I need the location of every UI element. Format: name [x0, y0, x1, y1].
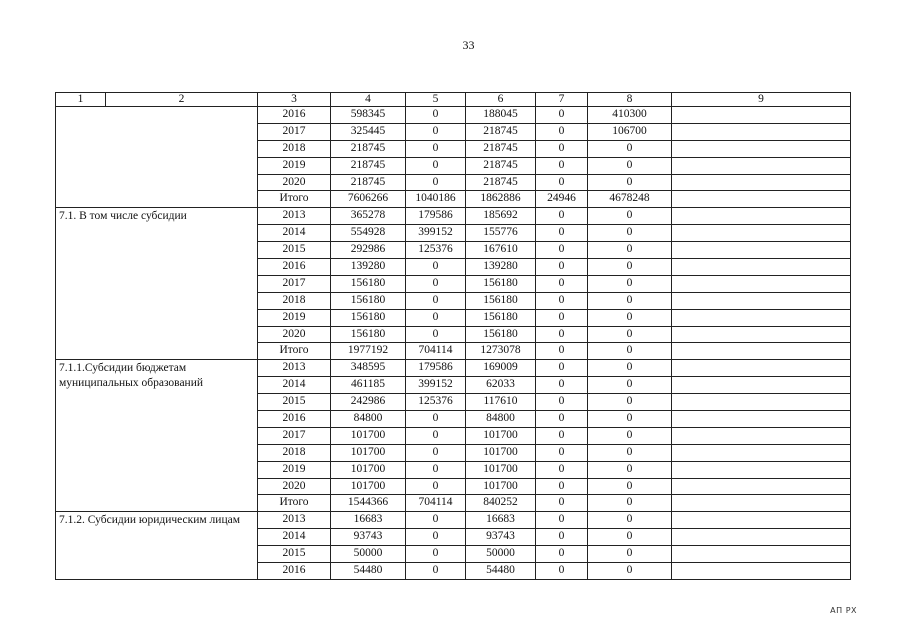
value-cell-c7: 0 — [536, 225, 588, 242]
value-cell-c4: 1977192 — [331, 343, 406, 360]
year-cell: 2013 — [258, 360, 331, 377]
header-col-5: 5 — [406, 93, 466, 107]
value-cell-c4: 101700 — [331, 427, 406, 444]
value-cell-c7: 0 — [536, 411, 588, 428]
year-cell: 2015 — [258, 394, 331, 411]
value-cell-c8: 0 — [588, 140, 672, 157]
value-cell-c8: 0 — [588, 208, 672, 225]
value-cell-c8: 106700 — [588, 123, 672, 140]
value-cell-c8: 0 — [588, 242, 672, 259]
value-cell-c7: 0 — [536, 394, 588, 411]
value-cell-c7: 0 — [536, 107, 588, 124]
year-cell: 2014 — [258, 529, 331, 546]
value-cell-c6: 101700 — [466, 444, 536, 461]
value-cell-c4: 156180 — [331, 292, 406, 309]
value-cell-c5: 399152 — [406, 225, 466, 242]
value-cell-c7: 0 — [536, 546, 588, 563]
value-cell-c6: 101700 — [466, 427, 536, 444]
value-cell-c9 — [672, 174, 851, 191]
value-cell-c4: 93743 — [331, 529, 406, 546]
value-cell-c9 — [672, 512, 851, 529]
value-cell-c7: 0 — [536, 563, 588, 580]
year-cell: 2019 — [258, 461, 331, 478]
value-cell-c6: 101700 — [466, 461, 536, 478]
value-cell-c6: 139280 — [466, 259, 536, 276]
value-cell-c6: 167610 — [466, 242, 536, 259]
value-cell-c5: 125376 — [406, 242, 466, 259]
value-cell-c6: 218745 — [466, 140, 536, 157]
value-cell-c8: 0 — [588, 411, 672, 428]
value-cell-c7: 24946 — [536, 191, 588, 208]
value-cell-c4: 101700 — [331, 478, 406, 495]
value-cell-c9 — [672, 444, 851, 461]
header-col-3: 3 — [258, 93, 331, 107]
value-cell-c9 — [672, 309, 851, 326]
value-cell-c8: 0 — [588, 495, 672, 512]
value-cell-c4: 1544366 — [331, 495, 406, 512]
value-cell-c5: 0 — [406, 461, 466, 478]
value-cell-c9 — [672, 461, 851, 478]
value-cell-c8: 0 — [588, 529, 672, 546]
value-cell-c4: 156180 — [331, 309, 406, 326]
value-cell-c9 — [672, 360, 851, 377]
year-cell: 2016 — [258, 563, 331, 580]
value-cell-c7: 0 — [536, 377, 588, 394]
year-cell: Итого — [258, 191, 331, 208]
year-cell: 2016 — [258, 107, 331, 124]
value-cell-c8: 0 — [588, 512, 672, 529]
value-cell-c6: 188045 — [466, 107, 536, 124]
value-cell-c4: 101700 — [331, 444, 406, 461]
value-cell-c4: 365278 — [331, 208, 406, 225]
value-cell-c7: 0 — [536, 529, 588, 546]
section-name-cell: 7.1. В том числе субсидии — [56, 208, 258, 360]
value-cell-c5: 0 — [406, 107, 466, 124]
value-cell-c5: 0 — [406, 512, 466, 529]
value-cell-c7: 0 — [536, 478, 588, 495]
value-cell-c8: 0 — [588, 461, 672, 478]
footer-stamp: АП РХ — [830, 606, 857, 615]
value-cell-c8: 0 — [588, 444, 672, 461]
page-number: 33 — [462, 38, 475, 52]
value-cell-c6: 218745 — [466, 174, 536, 191]
value-cell-c7: 0 — [536, 140, 588, 157]
header-row — [56, 93, 851, 107]
value-cell-c6: 117610 — [466, 394, 536, 411]
value-cell-c9 — [672, 394, 851, 411]
value-cell-c6: 155776 — [466, 225, 536, 242]
value-cell-c4: 16683 — [331, 512, 406, 529]
value-cell-c4: 554928 — [331, 225, 406, 242]
value-cell-c8: 410300 — [588, 107, 672, 124]
value-cell-c9 — [672, 478, 851, 495]
value-cell-c5: 0 — [406, 478, 466, 495]
year-cell: 2016 — [258, 411, 331, 428]
value-cell-c5: 0 — [406, 546, 466, 563]
value-cell-c4: 54480 — [331, 563, 406, 580]
value-cell-c6: 840252 — [466, 495, 536, 512]
value-cell-c9 — [672, 563, 851, 580]
value-cell-c6: 1273078 — [466, 343, 536, 360]
value-cell-c8: 0 — [588, 546, 672, 563]
value-cell-c5: 0 — [406, 123, 466, 140]
value-cell-c6: 156180 — [466, 292, 536, 309]
value-cell-c6: 156180 — [466, 275, 536, 292]
section-name-cell: 7.1.2. Субсидии юридическим лицам — [56, 512, 258, 580]
value-cell-c9 — [672, 225, 851, 242]
year-cell: 2014 — [258, 225, 331, 242]
value-cell-c6: 156180 — [466, 326, 536, 343]
year-cell: 2017 — [258, 123, 331, 140]
value-cell-c7: 0 — [536, 444, 588, 461]
value-cell-c7: 0 — [536, 343, 588, 360]
header-col-9: 9 — [672, 93, 851, 107]
value-cell-c6: 54480 — [466, 563, 536, 580]
value-cell-c9 — [672, 529, 851, 546]
value-cell-c5: 0 — [406, 563, 466, 580]
value-cell-c6: 62033 — [466, 377, 536, 394]
value-cell-c4: 139280 — [331, 259, 406, 276]
value-cell-c5: 704114 — [406, 343, 466, 360]
value-cell-c9 — [672, 546, 851, 563]
year-cell: 2019 — [258, 309, 331, 326]
value-cell-c9 — [672, 191, 851, 208]
year-cell: 2020 — [258, 326, 331, 343]
value-cell-c4: 50000 — [331, 546, 406, 563]
year-cell: Итого — [258, 343, 331, 360]
value-cell-c6: 185692 — [466, 208, 536, 225]
section-name-cell: 7.1.1.Субсидии бюджетам муниципальных образований — [56, 360, 258, 512]
value-cell-c9 — [672, 242, 851, 259]
value-cell-c5: 179586 — [406, 208, 466, 225]
value-cell-c7: 0 — [536, 292, 588, 309]
value-cell-c9 — [672, 411, 851, 428]
value-cell-c9 — [672, 343, 851, 360]
value-cell-c9 — [672, 157, 851, 174]
value-cell-c4: 325445 — [331, 123, 406, 140]
value-cell-c7: 0 — [536, 123, 588, 140]
value-cell-c5: 1040186 — [406, 191, 466, 208]
value-cell-c5: 399152 — [406, 377, 466, 394]
value-cell-c6: 169009 — [466, 360, 536, 377]
year-cell: 2019 — [258, 157, 331, 174]
value-cell-c4: 218745 — [331, 140, 406, 157]
value-cell-c5: 0 — [406, 411, 466, 428]
value-cell-c4: 242986 — [331, 394, 406, 411]
year-cell: 2020 — [258, 478, 331, 495]
value-cell-c4: 101700 — [331, 461, 406, 478]
value-cell-c8: 0 — [588, 478, 672, 495]
value-cell-c7: 0 — [536, 461, 588, 478]
value-cell-c5: 0 — [406, 275, 466, 292]
header-col-7: 7 — [536, 93, 588, 107]
value-cell-c8: 0 — [588, 343, 672, 360]
value-cell-c7: 0 — [536, 208, 588, 225]
value-cell-c6: 1862886 — [466, 191, 536, 208]
value-cell-c9 — [672, 275, 851, 292]
year-cell: 2020 — [258, 174, 331, 191]
value-cell-c8: 0 — [588, 360, 672, 377]
table-row — [56, 107, 851, 124]
value-cell-c8: 0 — [588, 394, 672, 411]
value-cell-c4: 218745 — [331, 174, 406, 191]
value-cell-c7: 0 — [536, 309, 588, 326]
table-row — [56, 360, 851, 377]
value-cell-c7: 0 — [536, 242, 588, 259]
value-cell-c4: 598345 — [331, 107, 406, 124]
value-cell-c6: 101700 — [466, 478, 536, 495]
table-row — [56, 208, 851, 225]
value-cell-c6: 93743 — [466, 529, 536, 546]
value-cell-c6: 84800 — [466, 411, 536, 428]
value-cell-c9 — [672, 208, 851, 225]
value-cell-c9 — [672, 495, 851, 512]
value-cell-c6: 16683 — [466, 512, 536, 529]
table-body — [56, 93, 851, 580]
value-cell-c8: 0 — [588, 174, 672, 191]
value-cell-c8: 0 — [588, 225, 672, 242]
value-cell-c4: 292986 — [331, 242, 406, 259]
value-cell-c8: 0 — [588, 157, 672, 174]
value-cell-c5: 125376 — [406, 394, 466, 411]
year-cell: 2016 — [258, 259, 331, 276]
value-cell-c7: 0 — [536, 275, 588, 292]
value-cell-c8: 0 — [588, 326, 672, 343]
value-cell-c5: 704114 — [406, 495, 466, 512]
value-cell-c8: 0 — [588, 259, 672, 276]
value-cell-c5: 0 — [406, 292, 466, 309]
value-cell-c4: 348595 — [331, 360, 406, 377]
value-cell-c7: 0 — [536, 512, 588, 529]
year-cell: 2013 — [258, 208, 331, 225]
table-row — [56, 512, 851, 529]
value-cell-c5: 0 — [406, 427, 466, 444]
year-cell: Итого — [258, 495, 331, 512]
value-cell-c8: 4678248 — [588, 191, 672, 208]
budget-table — [55, 92, 851, 580]
year-cell: 2017 — [258, 275, 331, 292]
year-cell: 2018 — [258, 444, 331, 461]
header-col-8: 8 — [588, 93, 672, 107]
value-cell-c6: 156180 — [466, 309, 536, 326]
value-cell-c8: 0 — [588, 275, 672, 292]
value-cell-c5: 179586 — [406, 360, 466, 377]
value-cell-c5: 0 — [406, 326, 466, 343]
value-cell-c9 — [672, 427, 851, 444]
value-cell-c4: 156180 — [331, 275, 406, 292]
value-cell-c8: 0 — [588, 309, 672, 326]
value-cell-c4: 156180 — [331, 326, 406, 343]
value-cell-c5: 0 — [406, 174, 466, 191]
value-cell-c7: 0 — [536, 157, 588, 174]
value-cell-c7: 0 — [536, 259, 588, 276]
value-cell-c9 — [672, 107, 851, 124]
value-cell-c5: 0 — [406, 444, 466, 461]
header-col-1: 1 — [56, 93, 106, 107]
value-cell-c5: 0 — [406, 259, 466, 276]
value-cell-c7: 0 — [536, 495, 588, 512]
value-cell-c4: 84800 — [331, 411, 406, 428]
value-cell-c8: 0 — [588, 377, 672, 394]
value-cell-c9 — [672, 123, 851, 140]
value-cell-c6: 218745 — [466, 123, 536, 140]
value-cell-c6: 218745 — [466, 157, 536, 174]
year-cell: 2014 — [258, 377, 331, 394]
value-cell-c4: 7606266 — [331, 191, 406, 208]
year-cell: 2015 — [258, 242, 331, 259]
value-cell-c7: 0 — [536, 360, 588, 377]
section-name-cell — [56, 107, 258, 208]
value-cell-c9 — [672, 140, 851, 157]
header-col-6: 6 — [466, 93, 536, 107]
value-cell-c5: 0 — [406, 529, 466, 546]
value-cell-c9 — [672, 259, 851, 276]
value-cell-c8: 0 — [588, 427, 672, 444]
value-cell-c6: 50000 — [466, 546, 536, 563]
header-col-4: 4 — [331, 93, 406, 107]
year-cell: 2018 — [258, 140, 331, 157]
year-cell: 2013 — [258, 512, 331, 529]
value-cell-c4: 461185 — [331, 377, 406, 394]
value-cell-c8: 0 — [588, 563, 672, 580]
value-cell-c9 — [672, 326, 851, 343]
header-col-2: 2 — [106, 93, 258, 107]
value-cell-c9 — [672, 292, 851, 309]
value-cell-c4: 218745 — [331, 157, 406, 174]
value-cell-c5: 0 — [406, 309, 466, 326]
value-cell-c7: 0 — [536, 326, 588, 343]
value-cell-c8: 0 — [588, 292, 672, 309]
value-cell-c5: 0 — [406, 140, 466, 157]
year-cell: 2017 — [258, 427, 331, 444]
value-cell-c9 — [672, 377, 851, 394]
value-cell-c7: 0 — [536, 174, 588, 191]
year-cell: 2015 — [258, 546, 331, 563]
value-cell-c7: 0 — [536, 427, 588, 444]
year-cell: 2018 — [258, 292, 331, 309]
value-cell-c5: 0 — [406, 157, 466, 174]
